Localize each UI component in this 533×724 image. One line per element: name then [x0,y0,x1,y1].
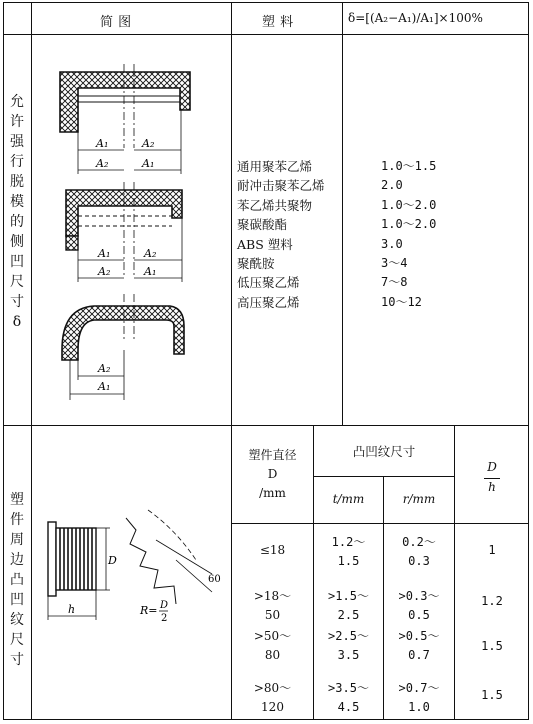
section-label-knurl: 塑件周边凸凹纹尺寸 [10,492,24,668]
section-divider [3,425,529,426]
row-2-ratio: 1.2 [481,594,503,608]
label-radius-num: D [160,600,169,611]
header-divider [3,34,529,35]
row-4-diameter: >80～ 120 [253,681,292,714]
row-3-ratio: 1.5 [481,639,503,653]
section-label-undercut: 允许强行脱模的侧凹尺寸δ [10,94,24,330]
plastic-6: 聚酰胺 [237,256,275,272]
plastics-list [237,157,325,312]
values-list [381,157,436,312]
plastic-1: 通用聚苯乙烯 [237,159,313,174]
plastic-8: 高压聚乙烯 [237,294,300,310]
label-a2-bottom: A₂ [98,362,111,375]
row-1-diameter: ≤18 [259,543,286,557]
value-2: 2.0 [381,178,403,193]
row-2-t: >1.5～ 2.5 [328,589,369,622]
label-a1-bottom: A₁ [98,380,111,393]
label-angle: 60 [208,574,221,585]
value-5: 3.0 [381,236,403,251]
value-7: 7～8 [381,275,408,290]
value-8: 10～12 [381,294,422,309]
cap-section-top [60,64,190,174]
cap-section-bottom [62,294,184,400]
value-3: 1.0～2.0 [381,197,437,212]
row-3-t: >2.5～ 3.5 [328,629,369,662]
row-4-r: >0.7～ 1.0 [398,681,440,714]
label-a2-middle-outer: A₂ [98,265,111,278]
label-radius-prefix: R= [140,604,158,617]
row-1-t: 1.2～ 1.5 [331,535,366,568]
plastic-3: 苯乙烯共聚物 [237,197,313,213]
header-ratio-den: h [488,480,496,494]
plastic-2: 耐冲击聚苯乙烯 [237,178,325,194]
row-4-ratio: 1.5 [481,688,503,702]
header-ratio-num: D [487,460,497,474]
header-knurl-group: 凸凹纹尺寸 [352,444,416,459]
undercut-diagram [38,50,226,420]
value-6: 3～4 [381,256,408,271]
label-a2-top: A₂ [142,137,155,150]
label-a2-top-outer: A₂ [96,157,109,170]
header-formula: δ=[(A₂−A₁)/A₁]×100% [348,11,483,25]
row-1-r: 0.2～ 0.3 [402,535,436,568]
label-h: h [68,603,76,616]
knurl-header-divider [231,523,529,524]
row-4-t: >3.5～ 4.5 [328,681,369,714]
header-t: t/mm [332,492,365,506]
row-3-diameter: >50～ 80 [253,629,292,662]
row-3-r: >0.5～ 0.7 [398,629,440,662]
header-r: r/mm [402,492,436,506]
diameter-column-divider [313,425,314,720]
header-diameter: 塑件直径 D /mm [248,448,297,500]
knurled-part-drawing [48,522,117,620]
knurl-profile-detail [126,510,221,624]
plastic-7: 低压聚乙烯 [237,275,300,291]
label-radius-den: 2 [161,613,168,624]
knurl-diagram [36,500,228,630]
plastic-4: 聚碳酸酯 [237,217,288,233]
row-1-ratio: 1 [488,543,496,557]
row-2-r: >0.3～ 0.5 [398,589,440,622]
row-2-diameter: >18～ 50 [253,589,292,622]
label-a1-middle: A₁ [98,247,111,260]
cap-section-middle [66,182,182,282]
value-4: 1.0～2.0 [381,217,437,232]
label-a1-top: A₁ [96,137,109,150]
header-plastic: 塑 料 [262,15,294,30]
label-d: D [108,554,117,567]
plastic-column-divider [342,2,343,425]
group-header-divider [313,476,454,477]
label-a1-middle-outer: A₁ [144,265,157,278]
label-a2-middle: A₂ [144,247,157,260]
header-diagram: 简 图 [100,15,132,30]
label-a1-top-outer: A₁ [142,157,155,170]
plastic-5: ABS 塑料 [237,236,293,252]
value-1: 1.0～1.5 [381,159,437,173]
label-column-divider [31,2,32,720]
